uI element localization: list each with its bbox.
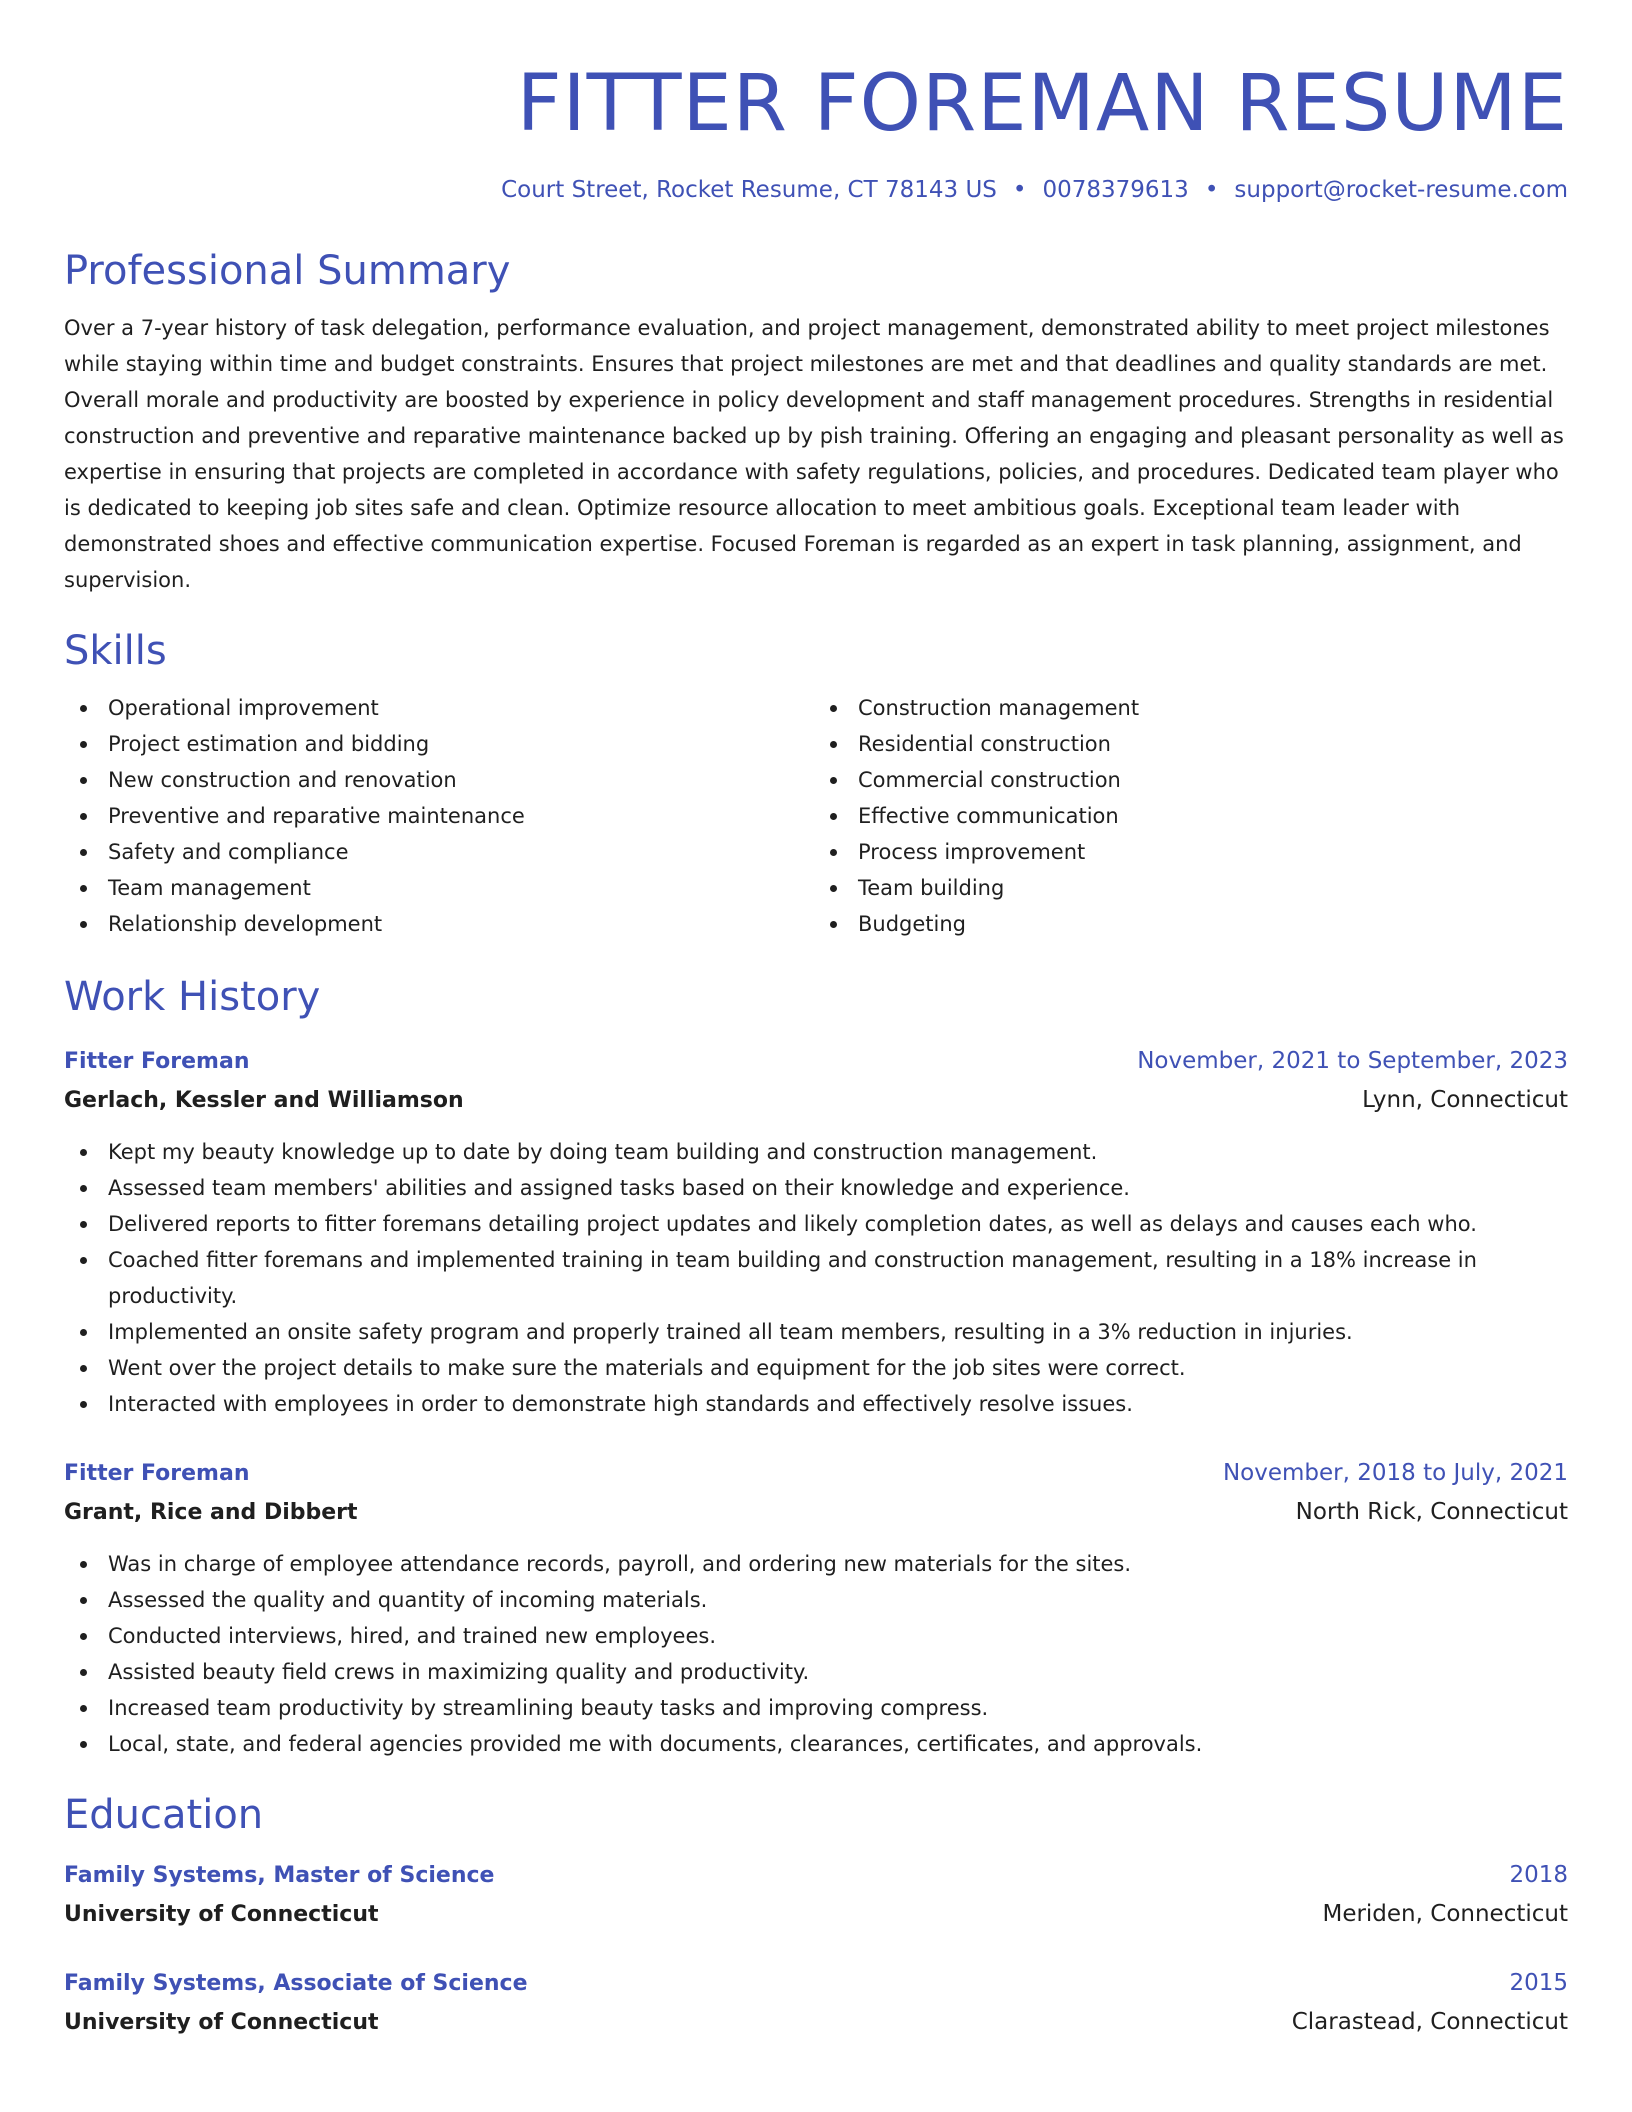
education-location: Meriden, Connecticut [1322, 1901, 1568, 1927]
job-duty: Assessed team members' abilities and assigned tasks based on their knowledge and experience. [64, 1170, 1568, 1206]
education-location: Clarastead, Connecticut [1291, 2009, 1568, 2035]
contact-phone: 0078379613 [1042, 177, 1189, 203]
job-duty: Delivered reports to fitter foremans detailing project updates and likely completion dates, as well as delays and causes each who. [64, 1206, 1568, 1242]
contact-separator: • [1204, 177, 1219, 203]
job-role: Fitter Foreman [64, 1049, 250, 1074]
job-duties-list [64, 1546, 1568, 1762]
skill-item: Relationship development [64, 906, 816, 942]
education-degree: Family Systems, Master of Science [64, 1863, 495, 1888]
summary-text: Over a 7-year history of task delegation, performance evaluation, and project management, demonstrated ability to meet project milestones while staying within time and budget constraints. Ensures that project milestones are met and that deadlines and quality standards are met. Overall morale and productivity are boosted by experience in policy development and staff management procedures. Strengths in residential construction and preventive and reparative maintenance backed up by pish training. Offering an engaging and pleasant personality as well as expertise in ensuring that projects are completed in accordance with safety regulations, policies, and procedures. Dedicated team player who is dedicated to keeping job sites safe and clean. Optimize resource allocation to meet ambitious goals. Exceptional team leader with demonstrated shoes and effective communication expertise. Focused Foreman is regarded as an expert in task planning, assignment, and supervision. [64, 316, 1564, 592]
resume-header [64, 56, 1568, 206]
job-dates: November, 2018 to July, 2021 [1222, 1460, 1568, 1486]
skills-section [64, 626, 1568, 942]
job-company: Grant, Rice and Dibbert [64, 1500, 358, 1525]
skills-list-left [64, 690, 816, 942]
education-header-row [64, 1964, 1568, 2003]
skills-columns [64, 690, 1568, 942]
skill-item: Operational improvement [64, 690, 816, 726]
education-school-row [64, 2003, 1568, 2042]
job-duty: Increased team productivity by streamlining beauty tasks and improving compress. [64, 1690, 1568, 1726]
job-role: Fitter Foreman [64, 1461, 250, 1486]
skills-list-right [816, 690, 1568, 942]
job-entry [64, 1042, 1568, 1422]
skill-item: Construction management [816, 690, 1568, 726]
skill-item: Project estimation and bidding [64, 726, 816, 762]
education-section [64, 1790, 1568, 2042]
skill-item: New construction and renovation [64, 762, 816, 798]
job-location: North Rick, Connecticut [1295, 1499, 1568, 1525]
job-duty: Assisted beauty field crews in maximizing quality and productivity. [64, 1654, 1568, 1690]
education-school-row [64, 1895, 1568, 1934]
job-header-row [64, 1454, 1568, 1493]
skill-item: Budgeting [816, 906, 1568, 942]
job-duties-list [64, 1134, 1568, 1422]
skill-item: Preventive and reparative maintenance [64, 798, 816, 834]
contact-email[interactable]: support@rocket-resume.com [1234, 177, 1568, 203]
education-degree: Family Systems, Associate of Science [64, 1971, 528, 1996]
job-duty: Kept my beauty knowledge up to date by doing team building and construction management. [64, 1134, 1568, 1170]
resume-title: FITTER FOREMAN RESUME [516, 59, 1568, 149]
job-location: Lynn, Connecticut [1362, 1087, 1568, 1113]
job-company-row [64, 1493, 1568, 1532]
job-header-row [64, 1042, 1568, 1081]
summary-section [64, 246, 1568, 598]
job-duty: Assessed the quality and quantity of incoming materials. [64, 1582, 1568, 1618]
education-entry [64, 1964, 1568, 2042]
job-entry [64, 1454, 1568, 1762]
job-duty: Went over the project details to make sure the materials and equipment for the job sites were correct. [64, 1350, 1568, 1386]
job-duty: Implemented an onsite safety program and properly trained all team members, resulting in a 3% reduction in injuries. [64, 1314, 1568, 1350]
job-company: Gerlach, Kessler and Williamson [64, 1088, 464, 1113]
skill-item: Team management [64, 870, 816, 906]
skill-item: Residential construction [816, 726, 1568, 762]
job-duty: Local, state, and federal agencies provided me with documents, clearances, certificates, and approvals. [64, 1726, 1568, 1762]
education-entry [64, 1856, 1568, 1934]
skill-item: Effective communication [816, 798, 1568, 834]
job-duty: Conducted interviews, hired, and trained new employees. [64, 1618, 1568, 1654]
contact-line [64, 174, 1568, 206]
education-school: University of Connecticut [64, 2010, 379, 2035]
skill-item: Safety and compliance [64, 834, 816, 870]
education-school: University of Connecticut [64, 1902, 379, 1927]
work-history-section [64, 972, 1568, 1762]
education-heading: Education [64, 1792, 264, 1838]
education-year: 2015 [1509, 1970, 1568, 1996]
skill-item: Process improvement [816, 834, 1568, 870]
skill-item: Commercial construction [816, 762, 1568, 798]
job-dates: November, 2021 to September, 2023 [1137, 1048, 1568, 1074]
job-duty: Was in charge of employee attendance records, payroll, and ordering new materials for the sites. [64, 1546, 1568, 1582]
contact-address: Court Street, Rocket Resume, CT 78143 US [501, 177, 997, 203]
education-header-row [64, 1856, 1568, 1895]
contact-separator: • [1012, 177, 1027, 203]
job-company-row [64, 1081, 1568, 1120]
summary-heading: Professional Summary [64, 248, 511, 294]
skills-heading: Skills [64, 628, 167, 674]
job-duty: Coached fitter foremans and implemented training in team building and construction management, resulting in a 18% increase in productivity. [64, 1242, 1568, 1314]
job-duty: Interacted with employees in order to demonstrate high standards and effectively resolve issues. [64, 1386, 1568, 1422]
education-year: 2018 [1509, 1862, 1568, 1888]
work-history-heading: Work History [64, 974, 321, 1020]
skill-item: Team building [816, 870, 1568, 906]
